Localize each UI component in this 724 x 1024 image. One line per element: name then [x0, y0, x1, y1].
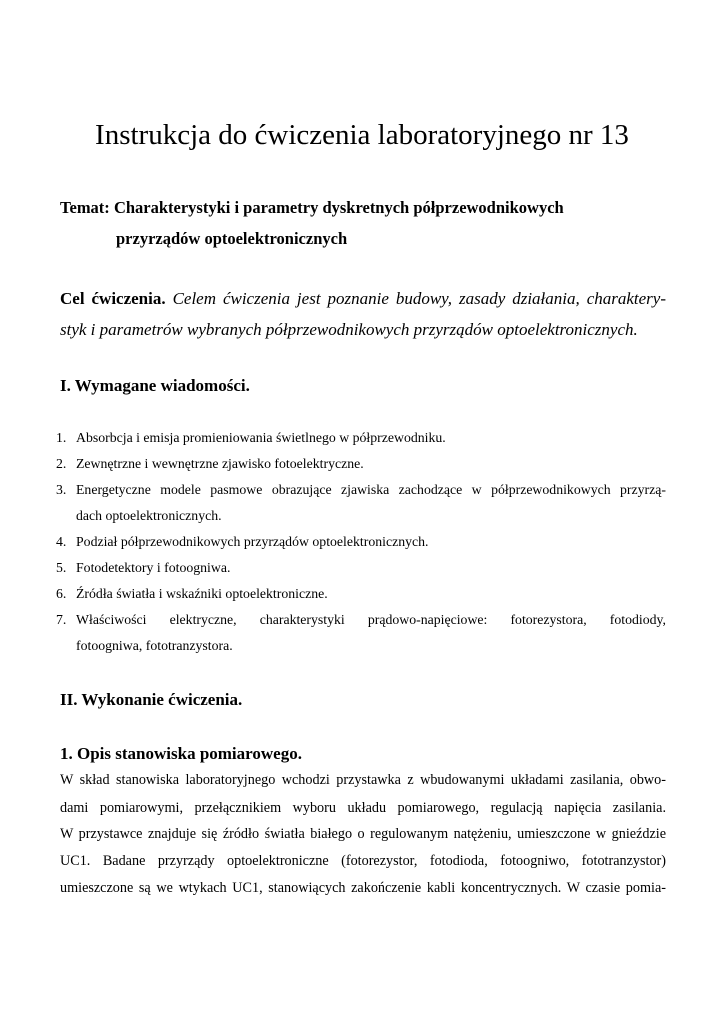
paragraph-line: dami pomiarowymi, przełącznikiem wyboru układu pomiarowego, regulacją napięcia zasilania. [60, 800, 666, 816]
temat-label: Temat: [60, 198, 110, 217]
cel-text-1: Celem ćwiczenia jest poznanie budowy, zasady działania, charaktery- [172, 289, 666, 308]
section-2-heading: II. Wykonanie ćwiczenia. [60, 690, 243, 709]
paragraph-line: W przystawce znajduje się źródło światła białego o regulowanym natężeniu, umieszczone w gnieździe [60, 826, 666, 842]
document-title: Instrukcja do ćwiczenia laboratoryjnego nr 13 [95, 119, 629, 151]
cel-text-2: styk i parametrów wybranych półprzewodnikowych przyrządów optoelektronicznych. [60, 320, 638, 339]
temat-text-2: przyrządów optoelektronicznych [116, 229, 348, 248]
section-1-heading: I. Wymagane wiadomości. [60, 376, 250, 395]
paragraph-line: W skład stanowiska laboratoryjnego wchodzi przystawka z wbudowanymi układami zasilania, obwo- [60, 772, 666, 788]
temat-text-1: Charakterystyki i parametry dyskretnych półprzewodnikowych [113, 198, 564, 217]
cel-label: Cel ćwiczenia. [60, 289, 166, 308]
cel-line-1 [60, 289, 666, 309]
paragraph-line: umieszczone są we wtykach UC1, stanowiących zakończenie kabli koncentrycznych. W czasie pomia- [60, 880, 666, 896]
temat-line-1 [60, 198, 564, 218]
paragraph-line: UC1. Badane przyrządy optoelektroniczne (fotorezystor, fotodioda, fotoogniwo, fototranzystor) [60, 853, 666, 869]
document-page: Instrukcja do ćwiczenia laboratoryjnego nr 13 Temat: Charakterystyki i parametry dyskretnych półprzewodnikowych przyrządów optoelektronicznych Cel ćwiczenia. Celem ćwiczenia jest poznanie budowy, zasady działania, charaktery- styk i parametrów wybranych półprzewodnikowych przyrządów optoelektronicznych. I. Wymagane wiadomości. 1. Absorbcja i emisja promieniowania świetlnego w półprzewodniku. 2. Zewnętrzne i wewnętrzne zjawisko fotoelektryczne. 3. Energetyczne modele pasmowe obrazujące zjawiska zachodzące w półprzewodnikowych przyrzą- dach optoelektronicznych. 4. Podział półprzewodnikowych przyrządów optoelektronicznych. 5. Fotodetektory i fotoogniwa. 6. Źródła światła i wskaźniki optoelektroniczne. 7. Właściwości elektryczne, charakterystyki prądowo-napięciowe: fotorezystora, fotodiody, fotoogniwa, fototranzystora. II. Wykonanie ćwiczenia. 1. Opis stanowiska pomiarowego. W skład stanowiska laboratoryjnego wchodzi przystawka z wbudowanymi układami zasilania, obwo- dami pomiarowymi, przełącznikiem wyboru układu pomiarowego, regulacją napięcia zasilania. W przystawce znajduje się źródło światła białego o regulowanym natężeniu, umieszczone w gnieździe UC1. Badane przyrządy optoelektroniczne (fotorezystor, fotodioda, fotoogniwo, fototranzystor) umieszczone są we wtykach UC1, stanowiących zakończenie kabli koncentrycznych. W czasie pomia- [0, 0, 724, 1024]
subsection-1-heading: 1. Opis stanowiska pomiarowego. [60, 744, 302, 763]
